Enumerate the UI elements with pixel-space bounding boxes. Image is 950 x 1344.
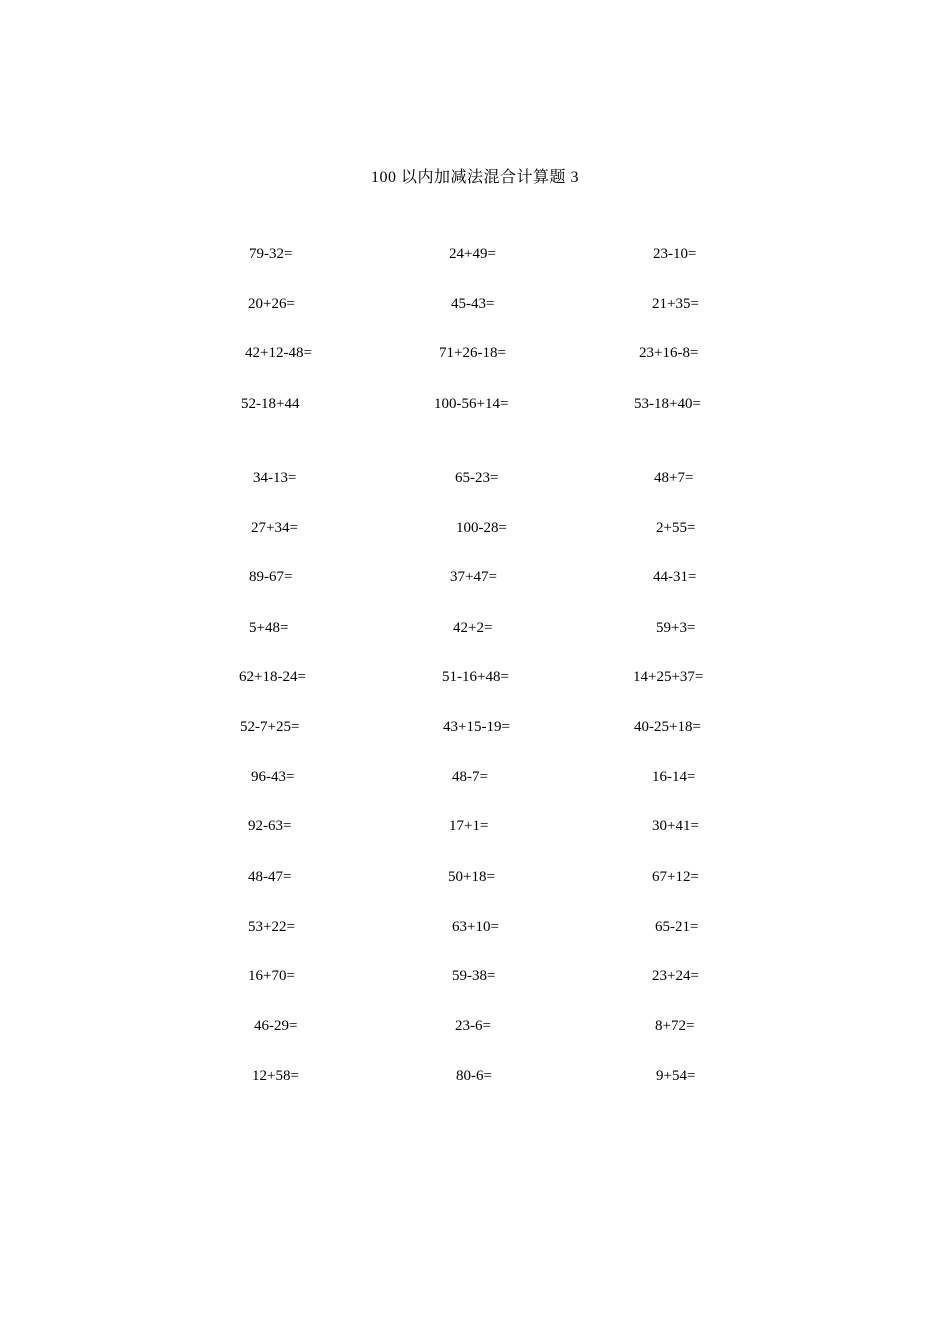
problem-r12-c2: 17+1=	[449, 818, 489, 834]
problem-r14-c2: 63+10=	[452, 919, 499, 935]
problem-r15-c1: 16+70=	[248, 968, 295, 984]
problem-r15-c3: 23+24=	[652, 968, 699, 984]
problem-r8-c1: 5+48=	[249, 620, 289, 636]
problem-r3-c1: 42+12-48=	[245, 345, 312, 361]
problem-r6-c3: 2+55=	[656, 520, 696, 536]
problem-r1-c3: 23-10=	[653, 246, 697, 262]
problem-r1-c2: 24+49=	[449, 246, 496, 262]
problem-r12-c1: 92-63=	[248, 818, 292, 834]
problem-r16-c2: 23-6=	[455, 1018, 491, 1034]
problem-r5-c2: 65-23=	[455, 470, 499, 486]
problem-r12-c3: 30+41=	[652, 818, 699, 834]
problem-r14-c1: 53+22=	[248, 919, 295, 935]
problem-r5-c3: 48+7=	[654, 470, 694, 486]
problem-r7-c2: 37+47=	[450, 569, 497, 585]
problem-r13-c1: 48-47=	[248, 869, 292, 885]
problem-r5-c1: 34-13=	[253, 470, 297, 486]
problem-r16-c1: 46-29=	[254, 1018, 298, 1034]
problem-r14-c3: 65-21=	[655, 919, 699, 935]
problem-r10-c3: 40-25+18=	[634, 719, 701, 735]
problem-r4-c1: 52-18+44	[241, 396, 300, 412]
problem-r3-c3: 23+16-8=	[639, 345, 699, 361]
problem-r17-c3: 9+54=	[656, 1068, 696, 1084]
problem-r2-c3: 21+35=	[652, 296, 699, 312]
problem-r8-c2: 42+2=	[453, 620, 493, 636]
problem-r6-c1: 27+34=	[251, 520, 298, 536]
problem-r6-c2: 100-28=	[456, 520, 507, 536]
problem-r11-c2: 48-7=	[452, 769, 488, 785]
problem-r17-c1: 12+58=	[252, 1068, 299, 1084]
problem-r10-c2: 43+15-19=	[443, 719, 510, 735]
problem-r2-c2: 45-43=	[451, 296, 495, 312]
problem-r8-c3: 59+3=	[656, 620, 696, 636]
problem-r1-c1: 79-32=	[249, 246, 293, 262]
problem-r4-c3: 53-18+40=	[634, 396, 701, 412]
problem-r7-c3: 44-31=	[653, 569, 697, 585]
problem-r15-c2: 59-38=	[452, 968, 496, 984]
problem-r9-c1: 62+18-24=	[239, 669, 306, 685]
problem-r13-c3: 67+12=	[652, 869, 699, 885]
problem-r7-c1: 89-67=	[249, 569, 293, 585]
problem-r11-c1: 96-43=	[251, 769, 295, 785]
problem-r10-c1: 52-7+25=	[240, 719, 300, 735]
page-title: 100 以内加减法混合计算题 3	[370, 169, 579, 186]
problem-r9-c3: 14+25+37=	[633, 669, 704, 685]
problem-r3-c2: 71+26-18=	[439, 345, 506, 361]
problem-r13-c2: 50+18=	[448, 869, 495, 885]
problem-r17-c2: 80-6=	[456, 1068, 492, 1084]
problem-r11-c3: 16-14=	[652, 769, 696, 785]
problem-r9-c2: 51-16+48=	[442, 669, 509, 685]
problem-r2-c1: 20+26=	[248, 296, 295, 312]
problem-r16-c3: 8+72=	[655, 1018, 695, 1034]
problem-r4-c2: 100-56+14=	[434, 396, 509, 412]
